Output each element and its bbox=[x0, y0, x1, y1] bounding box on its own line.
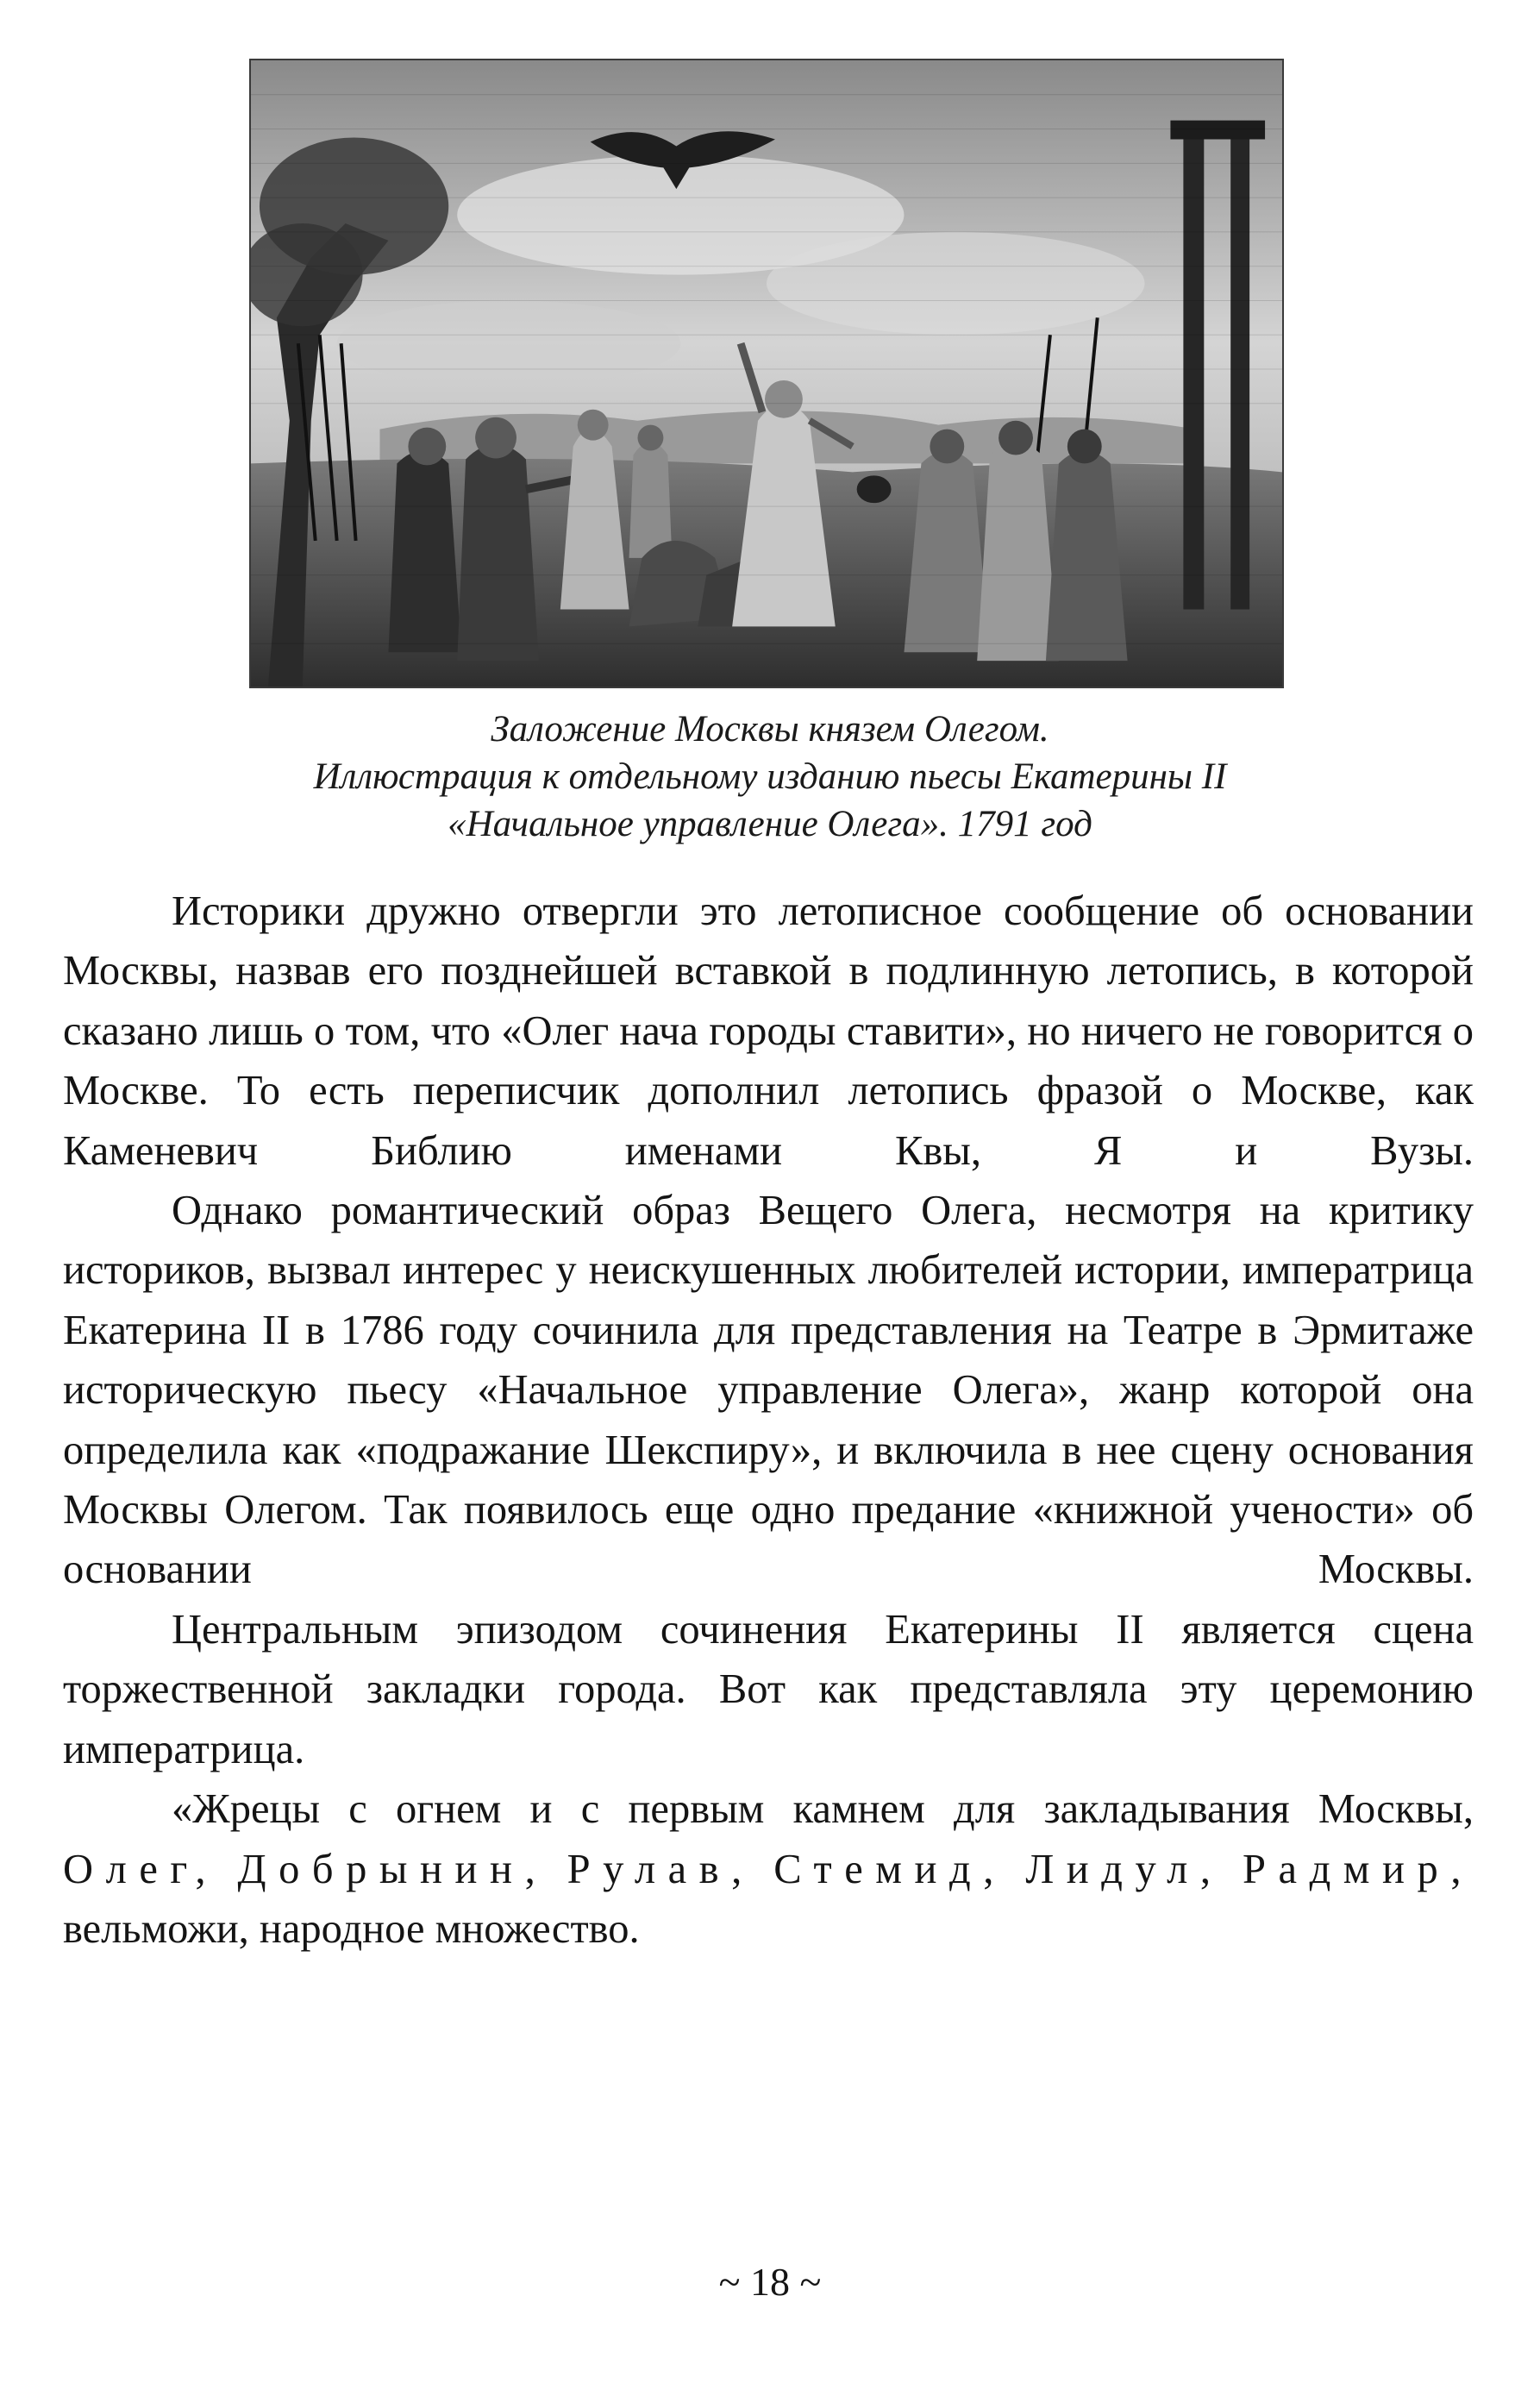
character-name: Лидул, bbox=[1025, 1846, 1224, 1892]
illustration-caption bbox=[129, 706, 1411, 848]
caption-line: «Начальное управление Олега». 1791 год bbox=[448, 804, 1092, 844]
body-text bbox=[63, 881, 1474, 1959]
character-name: Олег, bbox=[63, 1846, 219, 1892]
page-number: ~ 18 ~ bbox=[718, 2260, 822, 2304]
paragraph: Центральным эпизодом сочинения Екатерины II является сцена торжественной закладки города. Вот как представляла эту церемонию императрица. bbox=[63, 1606, 1474, 1772]
paragraph: Историки дружно отвергли это летописное сообщение об основании Москвы, назвав его позднейшей вставкой в подлинную летопись, в которой сказано лишь о том, что «Олег нача городы ставити», но ничего не говорится о Москве. То есть переписчик дополнил летопись фразой о Москве, как Каменевич Библию именами Квы, Я и Вузы. bbox=[63, 888, 1474, 1174]
engraving-illustration bbox=[249, 59, 1284, 688]
character-name: Стемид, bbox=[773, 1846, 1006, 1892]
character-name: Рулав, bbox=[567, 1846, 754, 1892]
paragraph: Однако романтический образ Вещего Олега, несмотря на критику историков, вызвал интерес у неискушенных любителей истории, императрица Екатерина II в 1786 году сочинила для представления на Театре в Эрмитаже историческую пьесу «Начальное управление Олега», жанр которой она определила как «подражание Шекспиру», и включила в нее сцену основания Москвы Олегом. Так появилось еще одно предание «книжной учености» об основании Москвы. bbox=[63, 1188, 1474, 1593]
paragraph-stage-direction bbox=[63, 1779, 1474, 1959]
stage-direction-end: вельможи, народное множество. bbox=[63, 1905, 640, 1952]
character-name: Радмир, bbox=[1242, 1846, 1474, 1892]
character-name: Добрынин, bbox=[237, 1846, 548, 1892]
engraving-drawing bbox=[251, 60, 1282, 687]
caption-line: Иллюстрация к отдельному изданию пьесы Екатерины II bbox=[313, 756, 1227, 797]
stage-direction-start: «Жрецы с огнем и с первым камнем для закладывания Москвы, bbox=[172, 1786, 1474, 1833]
caption-line: Заложение Москвы князем Олегом. bbox=[491, 709, 1049, 750]
